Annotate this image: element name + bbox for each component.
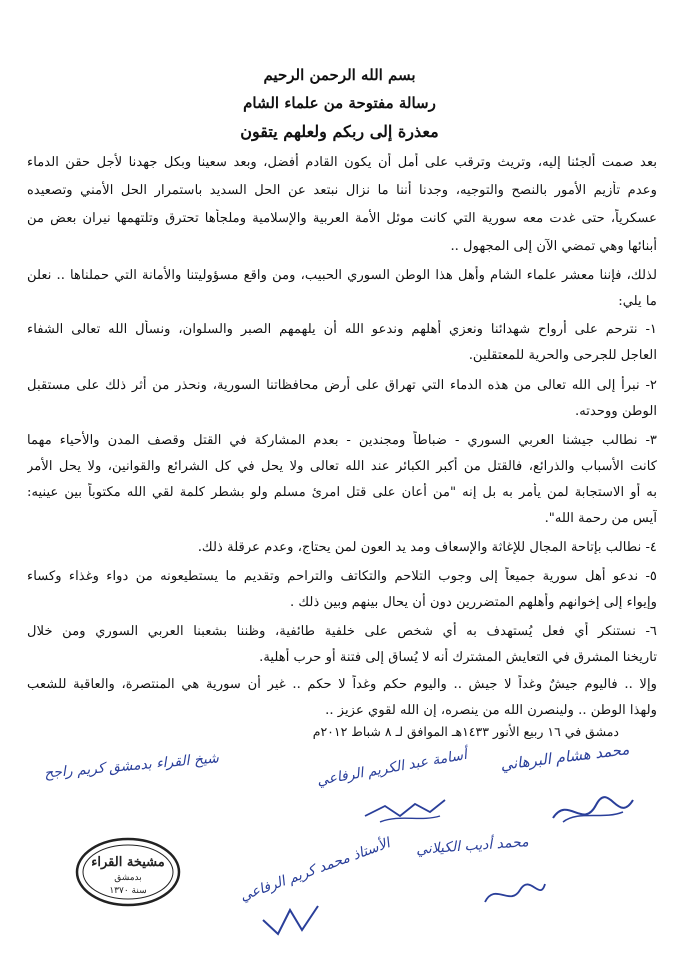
seal-line-1: مشيخة القراء (91, 855, 165, 870)
letter-date: دمشق في ١٦ ربيع الأنور ١٤٣٣هـ الموافق لـ ٨ شباط ٢٠١٢م (312, 724, 619, 739)
item-2-line: ٢- نبرأ إلى الله تعالى من هذه الدماء التي تهراق على أرض محافظاتنا السورية، ونحذر من أثر ذلك على مستقبل (27, 378, 657, 393)
item-5-line: ٥- ندعو أهل سورية جميعاً إلى وجوب التلاحم والتكاتف والتراحم وتقديم ما يستطيعونه من دواء وغذاء وكساء (27, 569, 657, 584)
signature-right-scribble (548, 790, 638, 830)
seal-line-2: بدمشق (114, 873, 142, 883)
body-line: أبنائها وهي تمضي الآن إلى المجهول .. (450, 239, 657, 254)
signature-center-mid-scribble (480, 872, 550, 912)
item-4-line: ٤- نطالب بإتاحة المجال للإغاثة والإسعاف ومد يد العون لمن يحتاج، وعدم عرقلة ذلك. (197, 540, 657, 555)
signature-left: شيخ القراء بدمشق كريم راجح (43, 750, 220, 782)
item-1-line: ١- نترحم على أرواح شهدائنا ونعزي أهلهم وندعو الله أن يلهمهم الصبر والسلوان، ونسأل الله تعالى الشفاء (27, 322, 657, 337)
signature-center-bottom-scribble (258, 900, 328, 940)
closing-line: ولهذا الوطن .. ولينصرن الله من ينصره، إن الله لقوي عزيز .. (325, 703, 657, 718)
signature-center-bottom: الأستاذ محمد كريم الرفاعي (238, 835, 393, 905)
seal-line-3: سنة ١٣٧٠ (109, 886, 147, 896)
basmala-heading: بسم الله الرحمن الرحيم (263, 66, 416, 84)
signature-center-mid: محمد أديب الكيلاني (415, 834, 530, 858)
body-line: بعد صمت ألجئنا إليه، وتريث وترقب على أمل أن يكون القادم أفضل، وبعد سعينا وبكل جهدنا لأجل حقن الدماء (27, 155, 657, 170)
body-line: وعدم تأزيم الأمور بالنصح والتوجيه، وجدنا أننا ما نزال نبتعد عن الحل السديد باستمرار الحل الأمني وتصعيده (27, 183, 657, 198)
item-1-line: العاجل للجرحى والحرية للمعتقلين. (468, 348, 657, 363)
item-5-line: وإيواء إلى إخوانهم وأهلهم المتضررين دون أن يحال بينهم وبين ذلك . (289, 595, 657, 610)
item-3-line: آيس من رحمة الله". (544, 511, 657, 526)
body-line: لذلك، فإننا معشر علماء الشام وأهل هذا الوطن السوري الحبيب، ومن واقع مسؤوليتنا والأمانة التي حملناها .. نعلن (27, 268, 657, 283)
signature-center-top-scribble (360, 792, 450, 828)
closing-line: وإلا .. فاليوم جيشٌ وغداً لا جيش .. واليوم حكم وغداً لا حكم .. غير أن سورية هي المنتصرة، والعاقبة للشعب (27, 677, 657, 692)
item-3-line: به أو الاستجابة لمن يأمر به بل إنه "من أعان على قتل امرئ مسلم ولو بشطر كلمة لقي الله مكتوباً بين عينيه: (27, 485, 657, 500)
seal-stamp (74, 836, 182, 908)
item-6-line: ٦- نستنكر أي فعل يُستهدف به أي شخص على خلفية طائفية، وظننا بشعبنا العربي السوري ومن خلال (27, 624, 657, 639)
item-3-line: كانت الأسباب والذرائع، فالقتل من أكبر الكبائر عند الله تعالى ولا يحل في كل الشرائع والقوانين، ولا يحل الأمر (27, 459, 657, 474)
body-line: ما يلي: (618, 294, 657, 309)
signature-center-top: أسامة عبد الكريم الرفاعي (315, 746, 469, 790)
body-line: عسكرياً، حتى غدت معه سورية التي كانت موئل الأمة العربية والإسلامية وملجأها تحترق وتلتهمها نيران بعض من (27, 211, 657, 226)
signature-right: محمد هشام البرهاني (499, 740, 631, 774)
item-6-line: تاريخنا المشرق في التعايش المشترك أنه لا يُساق إلى فتنة أو حرب أهلية. (259, 650, 657, 665)
item-2-line: الوطن ووحدته. (575, 404, 657, 419)
letter-subtitle: معذرة إلى ربكم ولعلهم يتقون (240, 122, 439, 141)
item-3-line: ٣- نطالب جيشنا العربي السوري - ضباطاً ومجندين - بعدم المشاركة في القتل وقصف المدن والأحياء مهما (27, 433, 657, 448)
letter-title: رسالة مفتوحة من علماء الشام (243, 94, 436, 112)
